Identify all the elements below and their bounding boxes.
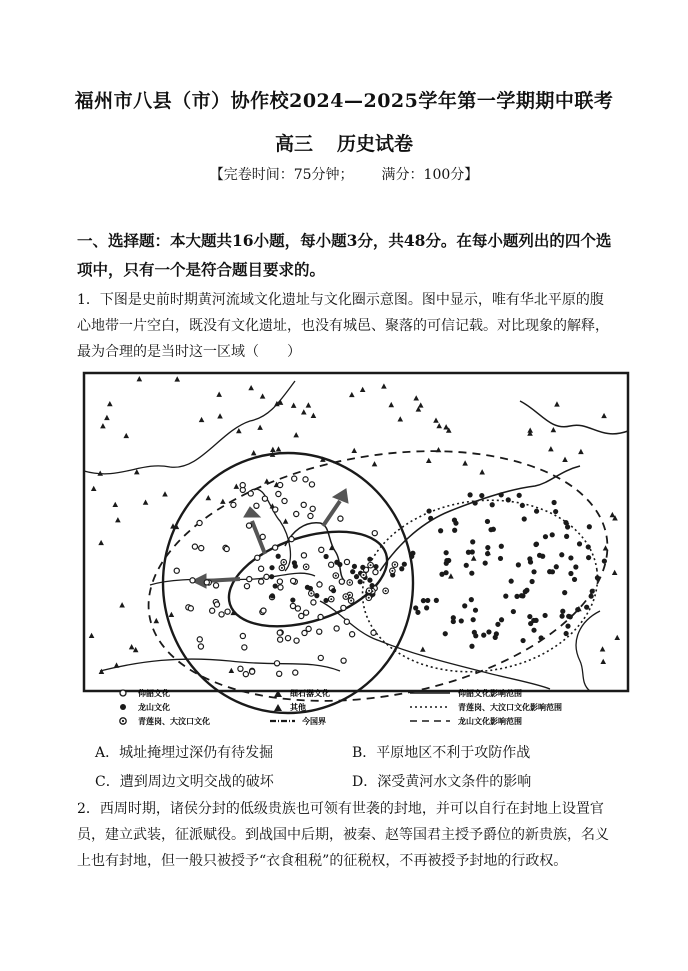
yangshao-marker: [240, 633, 245, 638]
legend-longshan-icon: [120, 704, 126, 710]
qinglian-marker-dot: [330, 598, 332, 600]
yangshao-marker: [350, 632, 355, 637]
longshan-marker: [270, 593, 275, 598]
longshan-marker: [473, 633, 478, 638]
longshan-marker: [469, 644, 474, 649]
yangshao-marker: [242, 645, 247, 650]
longshan-marker: [534, 509, 539, 514]
yangshao-marker: [204, 580, 209, 585]
yangshao-marker: [318, 614, 323, 619]
longshan-marker: [514, 594, 519, 599]
longshan-marker: [565, 624, 570, 629]
longshan-marker: [568, 555, 573, 560]
qinglian-marker-dot: [350, 600, 352, 602]
longshan-marker: [354, 574, 359, 579]
yangshao-marker: [260, 534, 265, 539]
longshan-marker: [511, 609, 516, 614]
longshan-marker: [586, 555, 591, 560]
yangshao-marker: [210, 608, 215, 613]
longshan-marker: [485, 551, 490, 556]
yangshao-marker: [290, 578, 295, 583]
longshan-marker: [470, 539, 475, 544]
longshan-marker: [554, 564, 559, 569]
longshan-marker: [269, 565, 274, 570]
longshan-marker: [466, 550, 471, 555]
yangshao-marker: [301, 553, 306, 558]
yangshao-marker: [311, 600, 316, 605]
longshan-marker: [509, 579, 514, 584]
yangshao-marker: [224, 546, 229, 551]
yangshao-marker: [293, 670, 298, 675]
longshan-marker: [602, 558, 607, 563]
longshan-marker: [434, 598, 439, 603]
longshan-marker: [464, 563, 469, 568]
yangshao-marker: [254, 503, 259, 508]
qinglian-marker-dot: [363, 574, 365, 576]
longshan-marker: [471, 617, 476, 622]
longshan-marker: [358, 579, 363, 584]
qinglian-marker-dot: [370, 564, 372, 566]
qinglian-marker-dot: [305, 566, 307, 568]
yangshao-marker: [309, 482, 314, 487]
longshan-marker: [516, 562, 521, 567]
longshan-marker: [538, 635, 543, 640]
yangshao-marker: [278, 585, 283, 590]
longshan-marker: [562, 590, 567, 595]
longshan-marker: [553, 509, 558, 514]
longshan-marker: [524, 588, 529, 593]
longshan-marker: [577, 541, 582, 546]
yangshao-marker: [238, 666, 243, 671]
yangshao-marker: [219, 612, 224, 617]
longshan-marker: [550, 532, 555, 537]
longshan-marker: [488, 527, 493, 532]
yangshao-marker: [197, 637, 202, 642]
time-limit: 【完卷时间：75分钟；: [209, 167, 354, 183]
longshan-marker: [522, 516, 527, 521]
option-d[interactable]: D．深受黄河水文条件的影响: [352, 774, 532, 790]
longshan-marker: [531, 628, 536, 633]
longshan-marker: [469, 571, 474, 576]
longshan-marker: [493, 635, 498, 640]
longshan-marker: [575, 607, 580, 612]
longshan-marker: [589, 594, 594, 599]
yangshao-marker: [373, 569, 378, 574]
longshan-marker: [276, 554, 281, 559]
longshan-marker: [360, 565, 365, 570]
yangshao-marker: [243, 672, 248, 677]
yangshao-marker: [278, 482, 283, 487]
longshan-marker: [331, 588, 336, 593]
longshan-marker: [528, 559, 533, 564]
longshan-marker: [443, 631, 448, 636]
yangshao-marker: [231, 502, 236, 507]
longshan-marker: [490, 502, 495, 507]
longshan-marker: [529, 579, 534, 584]
longshan-marker: [540, 554, 545, 559]
longshan-marker: [559, 552, 564, 557]
longshan-marker: [590, 589, 595, 594]
yangshao-marker: [299, 613, 304, 618]
longshan-marker: [498, 556, 503, 561]
longshan-marker: [337, 562, 342, 567]
legend-yangshao-icon: [120, 690, 126, 696]
yangshao-marker: [214, 602, 219, 607]
qinglian-marker-dot: [368, 597, 370, 599]
qinglian-marker-dot: [281, 567, 283, 569]
longshan-marker: [444, 550, 449, 555]
longshan-marker: [402, 562, 407, 567]
longshan-marker: [273, 583, 278, 588]
longshan-marker: [586, 544, 591, 549]
grade-label: 高三: [274, 133, 313, 155]
yangshao-marker: [277, 671, 282, 676]
yangshao-marker: [197, 520, 202, 525]
option-b[interactable]: B．平原地区不利于攻防作战: [352, 745, 531, 761]
legend-longshan-range: 龙山文化影响范围: [458, 717, 522, 726]
longshan-marker: [424, 605, 429, 610]
exam-subtitle: [0, 129, 688, 156]
yangshao-marker: [338, 516, 343, 521]
yangshao-marker: [274, 661, 279, 666]
longshan-marker: [534, 541, 539, 546]
yangshao-marker: [303, 610, 308, 615]
yangshao-marker: [292, 476, 297, 481]
longshan-marker: [370, 583, 375, 588]
yangshao-marker: [278, 637, 283, 642]
yangshao-marker: [273, 507, 278, 512]
longshan-marker: [469, 597, 474, 602]
longshan-marker: [531, 569, 536, 574]
option-c[interactable]: C．遭到周边文明交战的破坏: [95, 774, 274, 790]
yangshao-marker: [188, 606, 193, 611]
yangshao-marker: [344, 619, 349, 624]
legend-microlith: 细石器文化: [290, 689, 330, 698]
longshan-marker: [459, 618, 464, 623]
longshan-marker: [292, 560, 297, 565]
yangshao-marker: [240, 482, 245, 487]
longshan-marker: [564, 631, 569, 636]
longshan-marker: [350, 569, 355, 574]
longshan-marker: [410, 551, 415, 556]
yangshao-marker: [329, 562, 334, 567]
longshan-marker: [499, 544, 504, 549]
qinglian-marker-dot: [385, 590, 387, 592]
longshan-marker: [438, 528, 443, 533]
longshan-marker: [573, 564, 578, 569]
exam-title: 福州市八县（市）协作校2024—2025学年第一学期期中联考: [74, 90, 614, 112]
longshan-marker: [564, 534, 569, 539]
yangshao-marker: [225, 609, 230, 614]
longshan-marker: [269, 574, 274, 579]
yangshao-marker: [244, 584, 249, 589]
longshan-marker: [367, 578, 372, 583]
map-legend: [120, 688, 562, 726]
yangshao-marker: [289, 537, 294, 542]
longshan-marker: [483, 560, 488, 565]
yangshao-marker: [372, 531, 377, 536]
longshan-marker: [595, 575, 600, 580]
legend-border: 今国界: [302, 717, 326, 726]
yangshao-marker: [319, 547, 324, 552]
longshan-marker: [453, 521, 458, 526]
yangshao-marker: [294, 638, 299, 643]
legend-yangshao: 仰韶文化: [138, 689, 170, 698]
longshan-marker: [503, 594, 508, 599]
option-a[interactable]: A．城址掩埋过深仍有待发掘: [95, 745, 274, 761]
longshan-marker: [421, 598, 426, 603]
longshan-marker: [462, 603, 467, 608]
longshan-marker: [314, 593, 319, 598]
longshan-marker: [531, 618, 536, 623]
yangshao-marker: [317, 582, 322, 587]
longshan-marker: [367, 557, 372, 562]
section-heading: 一、选择题：本大题共16小题，每小题3分，共48分。在每小题列出的四个选项中，只有一个是符合题目要求的。: [77, 231, 612, 279]
culture-sites-map: [80, 371, 632, 731]
longshan-marker: [527, 614, 532, 619]
qinglian-marker-dot: [345, 596, 347, 598]
longshan-marker: [373, 564, 378, 569]
yangshao-marker: [282, 498, 287, 503]
yangshao-marker: [301, 502, 306, 507]
longshan-marker: [486, 629, 491, 634]
qinglian-marker-dot: [349, 594, 351, 596]
longshan-marker: [572, 577, 577, 582]
longshan-marker: [543, 534, 548, 539]
yangshao-marker: [302, 630, 307, 635]
exam-meta: [0, 164, 688, 184]
yangshao-marker: [285, 636, 290, 641]
longshan-marker: [568, 614, 573, 619]
longshan-marker: [481, 633, 486, 638]
qinglian-marker-dot: [335, 575, 337, 577]
yangshao-marker: [339, 579, 344, 584]
longshan-marker: [290, 597, 295, 602]
legend-qinglian: 青莲岗、大汶口文化: [138, 717, 210, 726]
qinglian-marker-dot: [310, 592, 312, 594]
yangshao-marker: [310, 506, 315, 511]
question-2-stem: 2．西周时期，诸侯分封的低级贵族也可领有世袭的封地，并可以自行在封地上设置官员，建立武装，征派赋役。到战国中后期，被秦、赵等国君主授予爵位的新贵族，名义上也有封地，但一般只被授予“衣食租税”的征税权，不再被授予封地的行政权。: [77, 801, 609, 869]
yangshao-marker: [341, 658, 346, 663]
yangshao-marker: [294, 511, 299, 516]
full-score: 满分：100分】: [381, 167, 479, 183]
yangshao-marker: [255, 555, 260, 560]
legend-longshan: 龙山文化: [138, 703, 170, 712]
longshan-marker: [485, 519, 490, 524]
longshan-marker: [451, 615, 456, 620]
longshan-marker: [473, 608, 478, 613]
yangshao-marker: [334, 626, 339, 631]
yangshao-marker: [190, 578, 195, 583]
longshan-marker: [443, 570, 448, 575]
yangshao-marker: [317, 629, 322, 634]
yangshao-marker: [344, 559, 349, 564]
yangshao-marker: [199, 546, 204, 551]
qinglian-marker-dot: [283, 561, 285, 563]
longshan-marker: [559, 614, 564, 619]
qinglian-marker-dot: [368, 590, 370, 592]
longshan-marker: [352, 564, 357, 569]
longshan-marker: [565, 524, 570, 529]
longshan-marker: [323, 554, 328, 559]
longshan-marker: [323, 598, 328, 603]
longshan-marker: [542, 613, 547, 618]
longshan-marker: [584, 605, 589, 610]
longshan-marker: [473, 500, 478, 505]
longshan-marker: [560, 609, 565, 614]
legend-yangshao-range: 仰韶文化影响范围: [458, 689, 522, 698]
yangshao-marker: [262, 496, 267, 501]
yangshao-marker: [213, 583, 218, 588]
longshan-marker: [520, 503, 525, 508]
yangshao-marker: [318, 655, 323, 660]
longshan-marker: [444, 558, 449, 563]
legend-other-icon: [274, 704, 282, 711]
yangshao-marker: [247, 576, 252, 581]
yangshao-marker: [308, 513, 313, 518]
yangshao-marker: [306, 626, 311, 631]
longshan-marker: [520, 593, 525, 598]
subject-label: 历史试卷: [337, 133, 414, 155]
qinglian-marker-dot: [394, 564, 396, 566]
yangshao-marker: [264, 574, 269, 579]
longshan-marker: [467, 492, 472, 497]
yangshao-marker: [341, 605, 346, 610]
longshan-marker: [499, 617, 504, 622]
qinglian-marker-dot: [391, 570, 393, 572]
longshan-marker: [415, 610, 420, 615]
yangshao-marker: [303, 477, 308, 482]
longshan-marker: [428, 516, 433, 521]
yangshao-marker: [261, 608, 266, 613]
longshan-marker: [452, 528, 457, 533]
yangshao-marker: [276, 491, 281, 496]
longshan-marker: [550, 569, 555, 574]
longshan-marker: [399, 566, 404, 571]
longshan-marker: [587, 524, 592, 529]
yangshao-marker: [277, 579, 282, 584]
yangshao-marker: [198, 644, 203, 649]
longshan-marker: [552, 500, 557, 505]
longshan-marker: [485, 545, 490, 550]
yangshao-marker: [371, 630, 376, 635]
yangshao-marker: [174, 568, 179, 573]
yangshao-marker: [273, 545, 278, 550]
longshan-marker: [568, 571, 573, 576]
yangshao-marker: [277, 630, 282, 635]
yangshao-marker: [192, 544, 197, 549]
question-1-stem: 1．下图是史前时期黄河流域文化遗址与文化圈示意图。图中显示，唯有华北平原的腹心地带一片空白，既没有文化遗址，也没有城邑、聚落的可信记载。对比现象的解释，最为合理的是当时这一区域（ ）: [77, 292, 609, 360]
yangshao-marker: [248, 491, 253, 496]
yangshao-marker: [259, 579, 264, 584]
legend-other: 其他: [290, 703, 306, 712]
longshan-marker: [520, 638, 525, 643]
longshan-marker: [426, 508, 431, 513]
yangshao-marker: [246, 523, 251, 528]
yangshao-marker: [258, 566, 263, 571]
longshan-marker: [495, 622, 500, 627]
yangshao-marker: [295, 606, 300, 611]
qinglian-marker-dot: [349, 581, 351, 583]
longshan-marker: [499, 492, 504, 497]
legend-qinglian-range: 青莲岗、大汶口文化影响范围: [458, 703, 562, 712]
yangshao-marker: [250, 669, 255, 674]
longshan-marker: [479, 493, 484, 498]
longshan-marker: [506, 497, 511, 502]
longshan-marker: [517, 493, 522, 498]
